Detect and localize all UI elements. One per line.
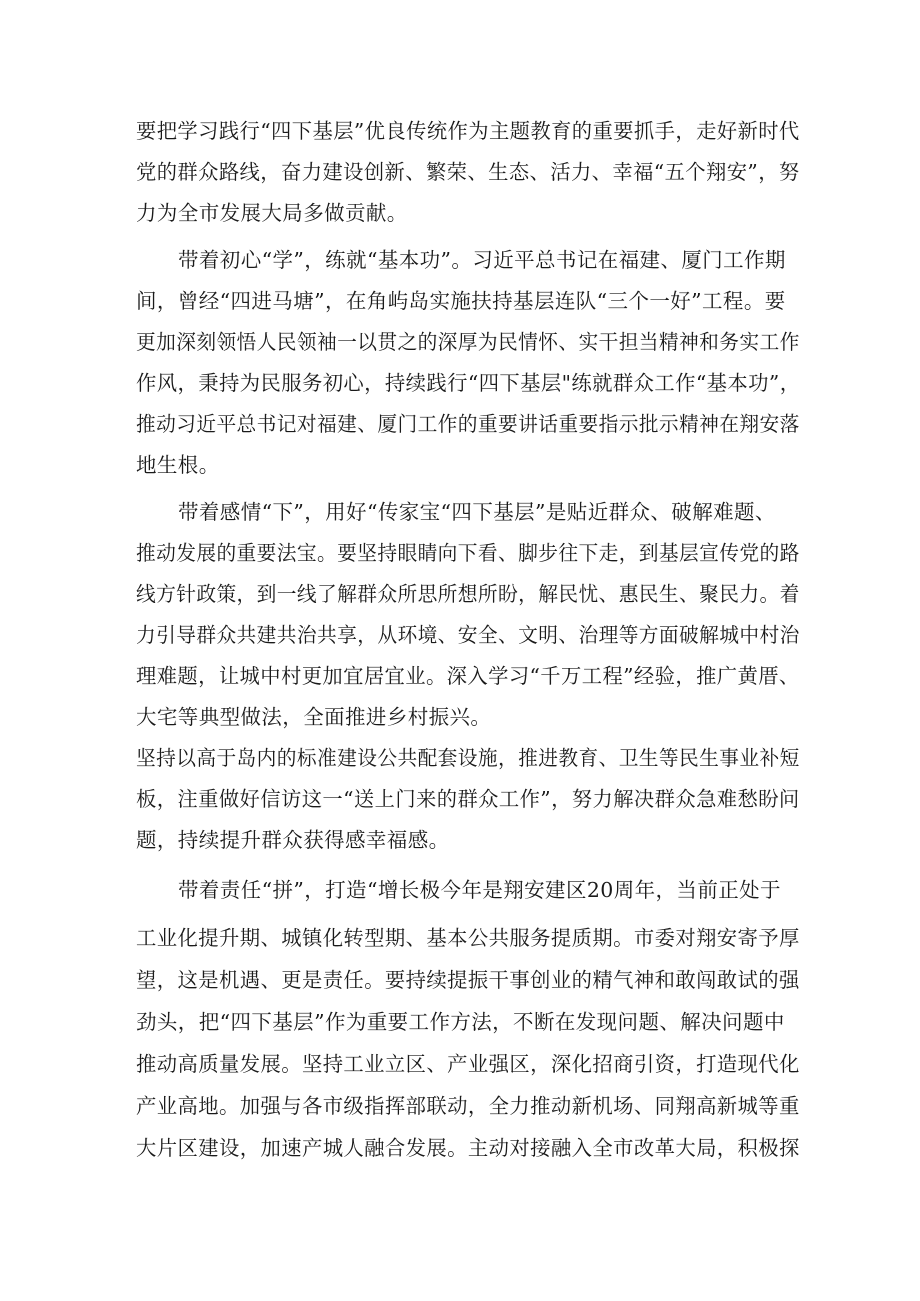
text-line: 党的群众路线，奋力建设创新、繁荣、生态、活力、幸福“五个翔安”，努 (136, 160, 800, 184)
text-line: 工业化提升期、城镇化转型期、基本公共服务提质期。市委对翔安寄予厚 (136, 926, 800, 950)
text-line: 带着责任“拼”，打造“增长极今年是翔安建区20周年，当前正处于 (178, 878, 781, 902)
text-line: 坚持以高于岛内的标准建设公共配套设施，推进教育、卫生等民生事业补短 (136, 746, 800, 770)
text-line: 作风，秉持为民服务初心，持续践行“四下基层"练就群众工作“基本功”， (136, 371, 801, 395)
text-line: 间，曾经“四进马塘”，在角屿岛实施扶持基层连队“三个一好”工程。要 (136, 289, 786, 313)
text-line: 推动习近平总书记对福建、厦门工作的重要讲话重要指示批示精神在翔安落 (136, 412, 800, 436)
text-line: 板，注重做好信访这一“送上门来的群众工作”，努力解决群众急难愁盼问 (136, 787, 800, 811)
text-line: 推动高质量发展。坚持工业立区、产业强区，深化招商引资，打造现代化 (136, 1052, 800, 1076)
text-line: 大宅等典型做法，全面推进乡村振兴。 (136, 705, 492, 729)
text-line: 带着初心“学”，练就“基本功”。习近平总书记在福建、厦门工作期 (178, 248, 786, 272)
text-line: 大片区建设，加速产城人融合发展。主动对接融入全市改革大局，积极探 (136, 1136, 800, 1160)
text-line: 更加深刻领悟人民领袖一以贯之的深厚为民情怀、实干担当精神和务实工作 (136, 330, 800, 354)
text-line: 力引导群众共建共治共享，从环境、安全、文明、治理等方面破解城中村治 (136, 623, 800, 647)
text-line: 要把学习践行“四下基层”优良传统作为主题教育的重要抓手，走好新时代 (136, 119, 800, 143)
text-line: 理难题，让城中村更加宜居宜业。深入学习“千万工程”经验，推广黄厝、 (136, 664, 800, 688)
text-line: 力为全市发展大局多做贡献。 (136, 201, 408, 225)
text-line: 地生根。 (136, 453, 220, 477)
text-line: 产业高地。加强与各市级指挥部联动，全力推动新机场、同翔高新城等重 (136, 1094, 800, 1118)
text-line: 带着感情“下”，用好“传家宝“四下基层”是贴近群众、破解难题、 (178, 500, 776, 524)
text-line: 题，持续提升群众获得感幸福感。 (136, 828, 450, 852)
text-line: 望，这是机遇、更是责任。要持续提振干事创业的精气神和敢闯敢试的强 (136, 968, 800, 992)
text-line: 劲头，把“四下基层”作为重要工作方法，不断在发现问题、解决问题中 (136, 1010, 785, 1034)
text-line: 线方针政策，到一线了解群众所思所想所盼，解民忧、惠民生、聚民力。着 (136, 582, 800, 606)
text-line: 推动发展的重要法宝。要坚持眼睛向下看、脚步往下走，到基层宣传党的路 (136, 541, 800, 565)
